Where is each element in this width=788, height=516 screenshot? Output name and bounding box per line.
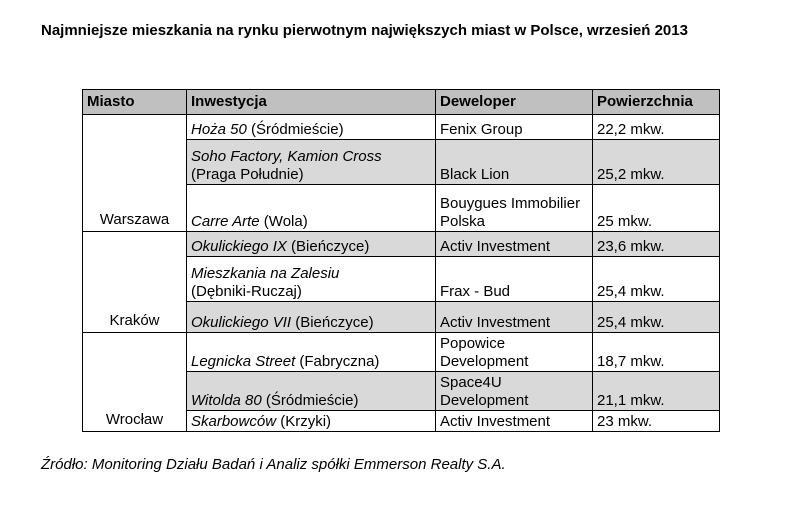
developer-cell: Black Lion	[436, 140, 593, 185]
table-title: Najmniejsze mieszkania na rynku pierwotnym największych miast w Polsce, wrzesień 2013	[41, 22, 688, 39]
investment-district: (Fabryczna)	[295, 353, 380, 370]
table-row	[83, 232, 720, 257]
developer-cell: Activ Investment	[436, 232, 593, 257]
area-cell: 18,7 mkw.	[593, 333, 720, 372]
header-row	[83, 90, 720, 115]
investment-district: (Bieńczyce)	[286, 238, 370, 255]
investment-name: Witolda 80	[191, 392, 262, 409]
investment-cell	[187, 372, 436, 411]
investment-name: Hoża 50	[191, 121, 247, 138]
investment-cell	[187, 232, 436, 257]
investment-name: Legnicka Street	[191, 353, 296, 370]
city-cell: Kraków	[83, 232, 187, 333]
investment-name: Okulickiego IX	[191, 238, 287, 255]
investment-district: (Bieńczyce)	[291, 314, 374, 331]
investment-district: (Praga Południe)	[191, 166, 304, 183]
header-city: Miasto	[83, 90, 187, 115]
developer-cell: Activ Investment	[436, 411, 593, 432]
developer-cell: Bouygues Immobilier Polska	[436, 185, 593, 232]
investment-name: Carre Arte	[191, 213, 260, 230]
investment-cell	[187, 411, 436, 432]
developer-cell: Popowice Development	[436, 333, 593, 372]
area-cell: 25 mkw.	[593, 185, 720, 232]
city-cell: Warszawa	[83, 115, 187, 232]
header-area: Powierzchnia	[593, 90, 720, 115]
investment-cell	[187, 140, 436, 185]
city-cell: Wrocław	[83, 333, 187, 432]
investment-name: Skarbowców	[191, 413, 277, 430]
investment-cell	[187, 333, 436, 372]
area-cell: 23 mkw.	[593, 411, 720, 432]
area-cell: 21,1 mkw.	[593, 372, 720, 411]
investment-district: (Wola)	[259, 213, 308, 230]
investment-district: (Krzyki)	[276, 413, 332, 430]
area-cell: 22,2 mkw.	[593, 115, 720, 140]
developer-cell: Fenix Group	[436, 115, 593, 140]
investment-name: Soho Factory, Kamion Cross	[191, 148, 382, 165]
apartments-table	[82, 89, 720, 432]
investment-cell	[187, 302, 436, 333]
investment-name: Okulickiego VII	[191, 314, 292, 331]
investment-cell	[187, 115, 436, 140]
table-row	[83, 115, 720, 140]
area-cell: 25,2 mkw.	[593, 140, 720, 185]
investment-name: Mieszkania na Zalesiu	[191, 265, 340, 282]
area-cell: 23,6 mkw.	[593, 232, 720, 257]
table-row	[83, 333, 720, 372]
header-investment: Inwestycja	[187, 90, 436, 115]
header-developer: Deweloper	[436, 90, 593, 115]
investment-district: (Dębniki-Ruczaj)	[191, 283, 302, 300]
investment-cell	[187, 185, 436, 232]
developer-cell: Activ Investment	[436, 302, 593, 333]
developer-cell: Space4U Development	[436, 372, 593, 411]
area-cell: 25,4 mkw.	[593, 257, 720, 302]
source-note: Źródło: Monitoring Działu Badań i Analiz spółki Emmerson Realty S.A.	[41, 456, 506, 473]
developer-cell: Frax - Bud	[436, 257, 593, 302]
investment-district: (Śródmieście)	[261, 392, 359, 409]
investment-district: (Śródmieście)	[246, 121, 344, 138]
area-cell: 25,4 mkw.	[593, 302, 720, 333]
investment-cell	[187, 257, 436, 302]
